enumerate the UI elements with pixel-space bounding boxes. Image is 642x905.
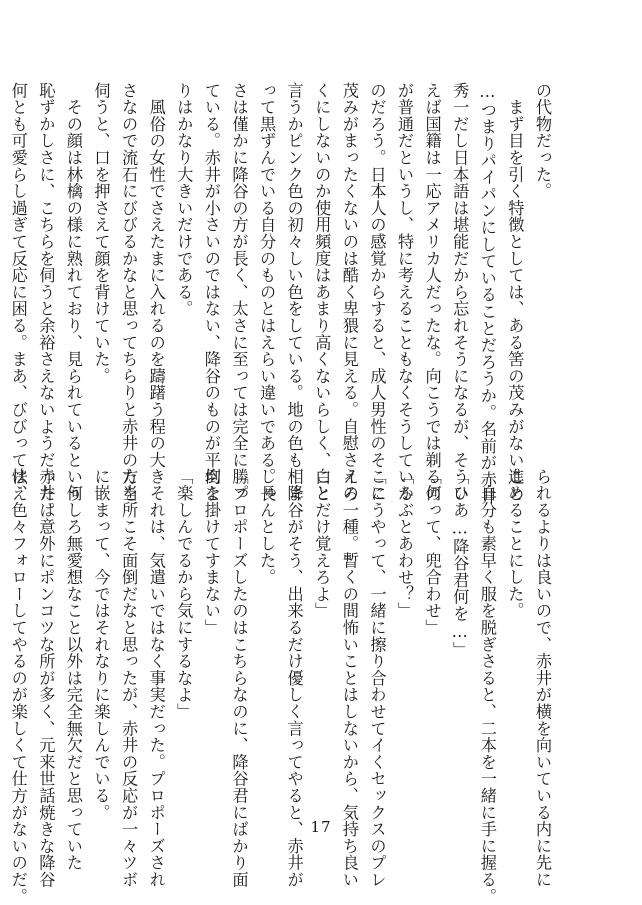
text-line: た当所こそ面倒だなと思ったが、赤井の反応が一々ツボ: [119, 468, 139, 888]
text-line: …つまりパイパンにしていることだろうか。名前が赤井: [477, 82, 497, 505]
text-line: 進めることにした。: [505, 468, 525, 620]
text-line: さは僅かに降谷の方が長く、太さに至っては完全に勝っ: [229, 82, 249, 502]
text-line: しゅんとした。: [257, 468, 277, 586]
text-line: られるよりは良いので、赤井が横を向いている内に先に: [533, 468, 552, 888]
text-line: のだろう。日本人の感覚からすると、成人男性のそこに: [367, 82, 387, 502]
text-line: それは、気遣いではなく事実だった。プロポーズされ: [146, 468, 166, 888]
text-line: 倒を掛けてすまない」: [201, 468, 221, 636]
text-line: ている。赤井が小さいのではない、降谷のものが平均よ: [201, 82, 221, 502]
text-line: さなので流石にびびるかなと思ってちらりと赤井の方を: [119, 82, 139, 502]
text-line: 自分も素早く服を脱ぎさると、二本を一緒に手に握る。: [477, 468, 497, 905]
text-line: その顔は林檎の様に熟れており、見られているという: [63, 82, 83, 502]
text-line: 秀一だし日本語は堪能だから忘れそうになるが、そうい: [450, 82, 470, 502]
text-line: 「かぶとあわせ？」: [395, 468, 415, 620]
text-line: 茂みがまったくないのは酷く卑猥に見える。自慰さえろ: [339, 82, 359, 502]
text-line: 「プロポーズしたのはこちらなのに、降谷君にばかり面: [229, 468, 249, 888]
text-line: 言うかピンク色の初々しい色をしている。地の色も相ま: [284, 82, 304, 502]
text-line: 風俗の女性でさえたまに入れるのを躊躇う程の大き: [146, 82, 166, 486]
text-line: は、色々フォローしてやるのが楽しくて仕方がないのだ。: [8, 468, 28, 905]
text-line: くにしないのか使用頻度はあまり高くないらしく、白と: [312, 82, 332, 502]
text-line: って黒ずんでいる自分のものとはえらい違いである。長: [257, 82, 277, 502]
text-line: まず目を引く特徴としては、ある筈の茂みがないこと: [505, 82, 525, 502]
text-line: が普通だというし、特に考えることもなくそうしている: [395, 82, 415, 502]
text-line: えば国籍は一応アメリカ人だったな。向こうでは剃るの: [422, 82, 442, 502]
text-line: 「何って、兜合わせ」: [422, 468, 442, 636]
text-line: ことだけ覚えろよ」: [312, 468, 332, 620]
page-number: 17: [310, 818, 332, 836]
text-line: 降谷がそう、出来るだけ優しく言ってやると、赤井が: [284, 468, 304, 888]
text-line: に嵌まって、今ではそれなりに楽しんでいる。: [91, 468, 111, 821]
text-line: イの一種。暫くの間怖いことはしないから、気持ち良い: [339, 468, 359, 888]
text-line: 恥ずかしさに、こちらを伺うと余裕さえないようだった。: [36, 82, 56, 519]
text-line: 「ひあ…降谷君何を…」: [450, 468, 470, 659]
text-line: 伺うと、口を押さえて顔を背けていた。: [91, 82, 111, 385]
upper-text-block: [8, 82, 556, 519]
text-line: 「こうやって、一緒に擦り合わせてイくセックスのプレ: [367, 468, 387, 888]
text-line: 何しろ無愛想なこと以外は完全無欠だと思っていた: [63, 468, 83, 872]
text-line: りはかなり大きいだけである。: [174, 82, 194, 318]
text-line: の代物だった。: [533, 82, 552, 200]
text-line: 赤井は意外にポンコツな所が多く、元来世話焼きな降谷: [36, 468, 56, 888]
text-line: 何とも可愛らし過ぎて反応に困る。まあ、びびって怯え: [8, 82, 28, 502]
text-line: 「楽しんでるから気にするなよ」: [174, 468, 194, 720]
